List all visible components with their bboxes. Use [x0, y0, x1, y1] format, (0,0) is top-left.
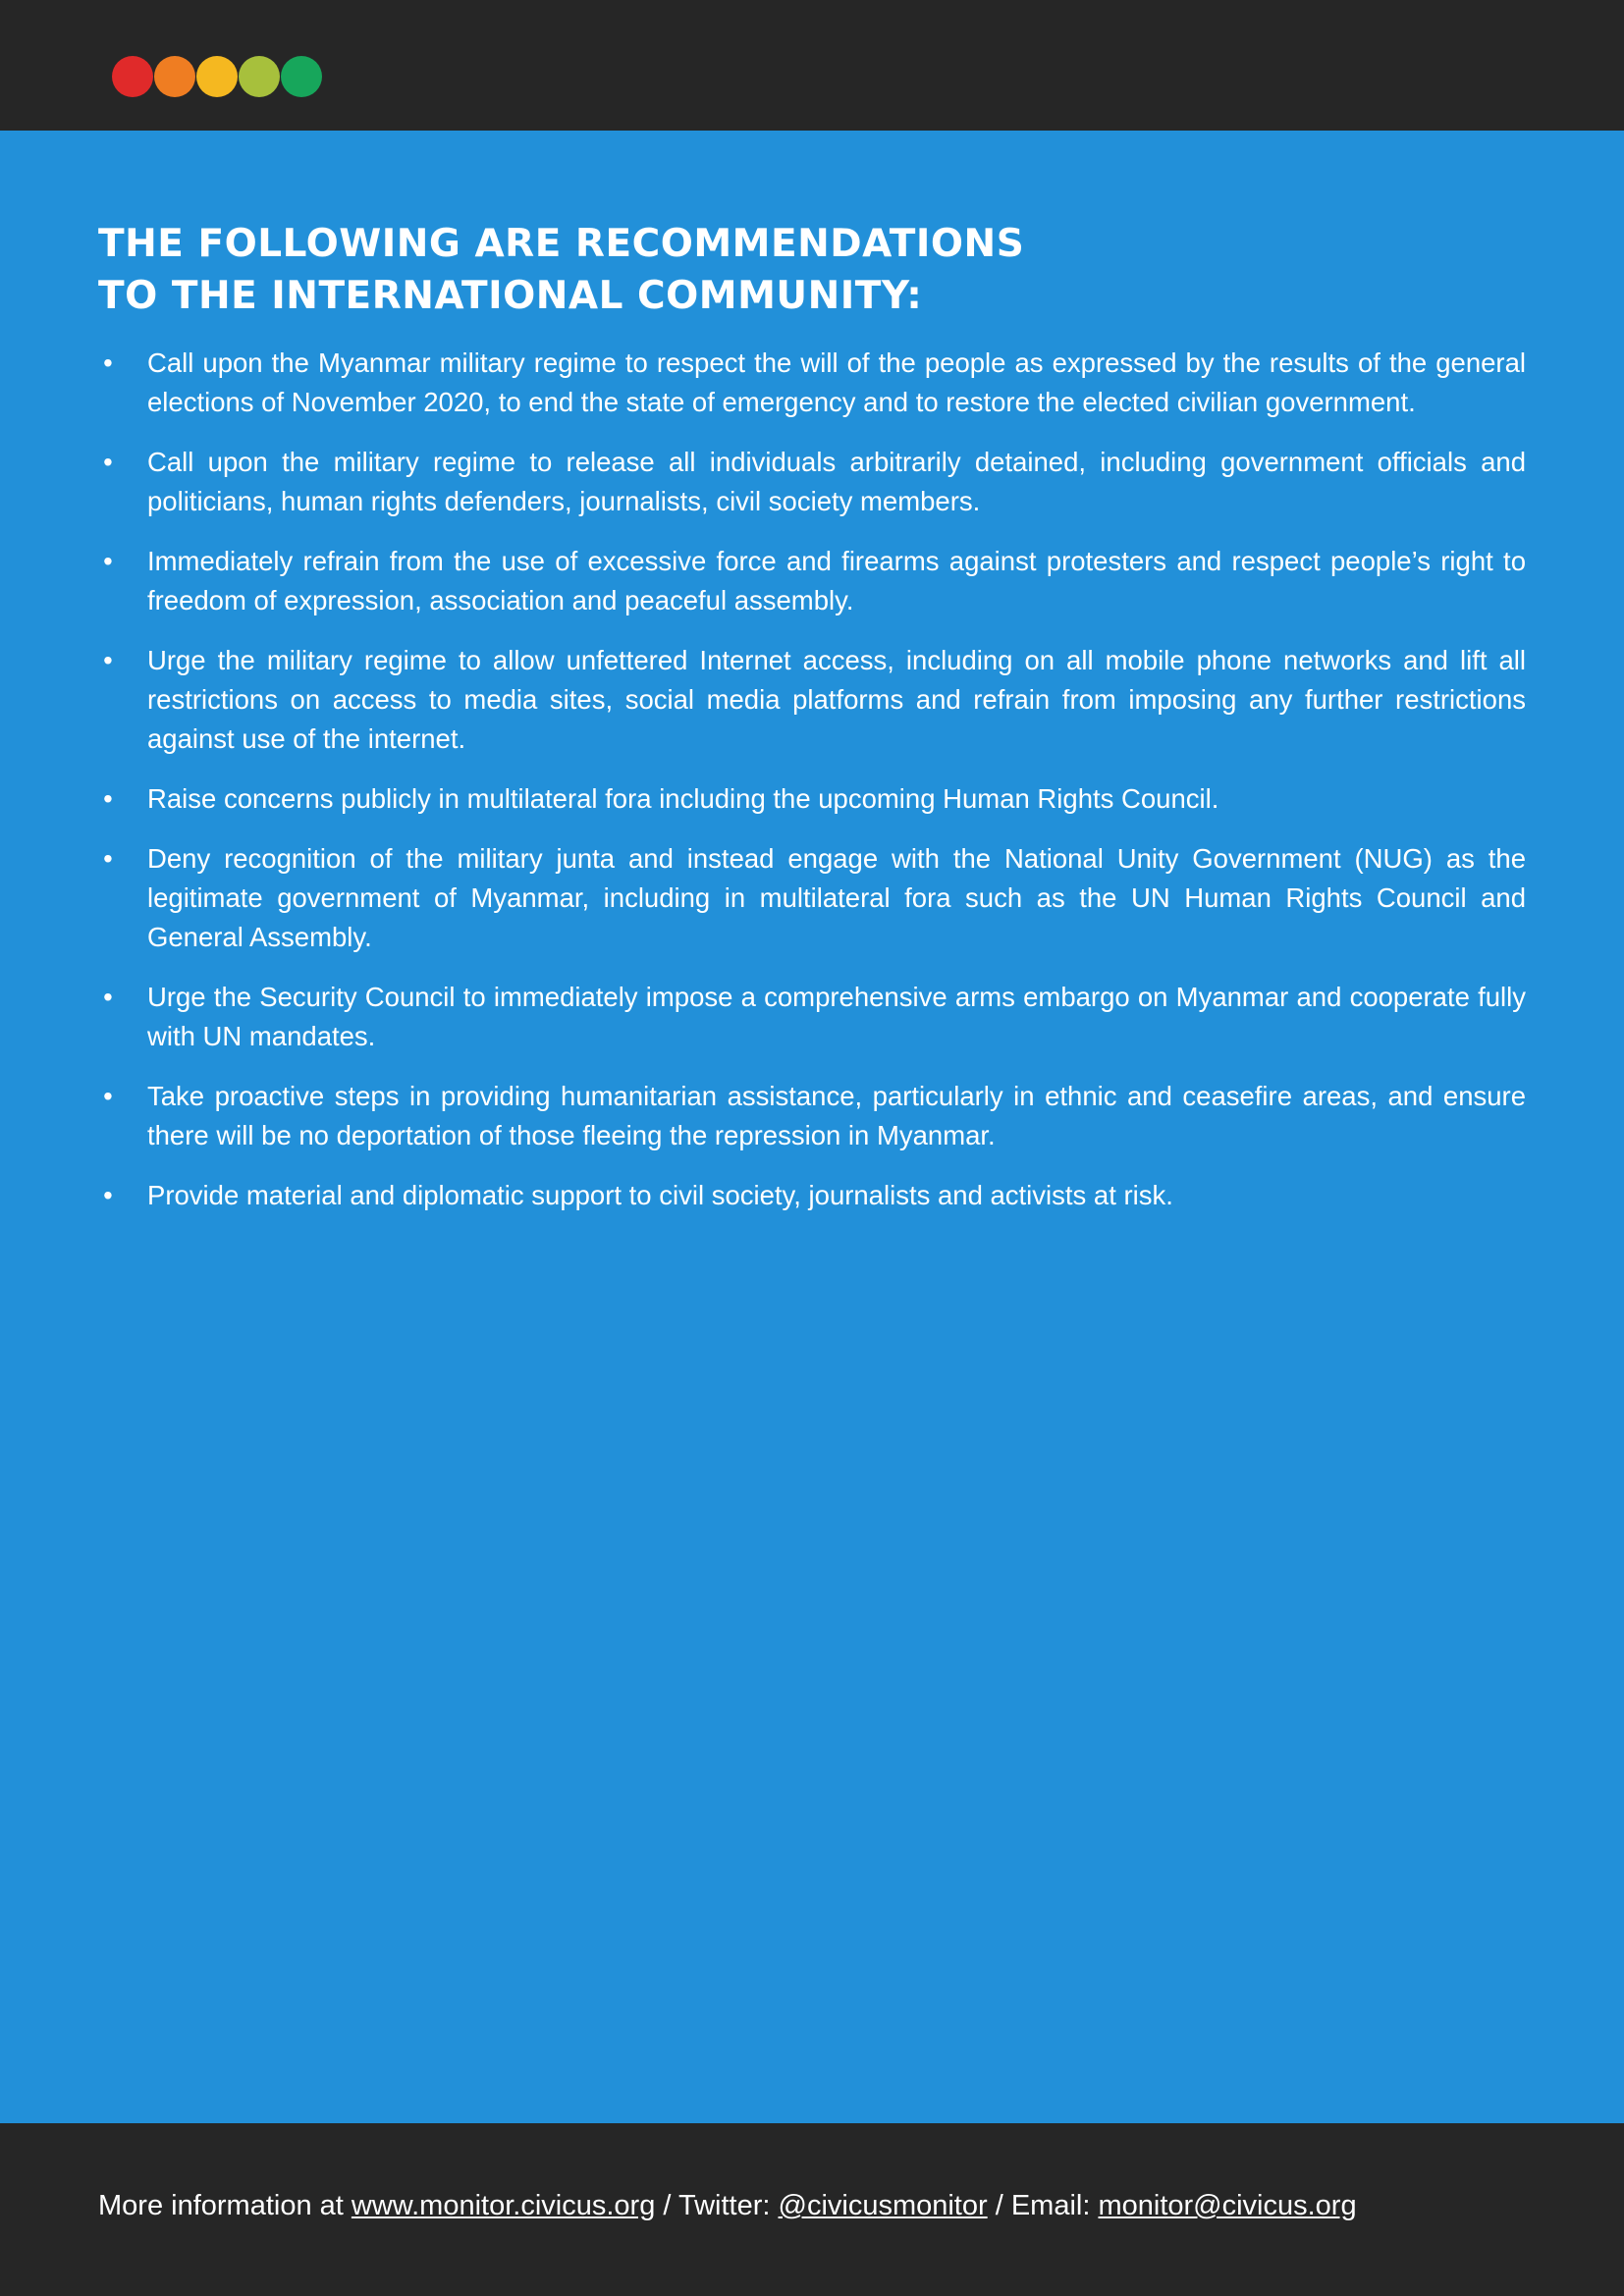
recommendation-text: Urge the Security Council to immediately impose a comprehensive arms embargo on Myanmar and cooperate fully with UN mandates. [147, 982, 1526, 1051]
bullet-icon: • [103, 645, 113, 675]
list-item [98, 443, 1526, 521]
list-item [98, 978, 1526, 1056]
twitter-label: / Twitter: [655, 2190, 779, 2221]
bullet-icon: • [103, 843, 113, 874]
yellow-dot-icon [196, 56, 238, 97]
bullet-icon: • [103, 982, 113, 1012]
email-link[interactable]: monitor@civicus.org [1098, 2190, 1357, 2221]
recommendation-text: Call upon the Myanmar military regime to respect the will of the people as expressed by the results of the general elections of November 2020, to end the state of emergency and to restore the elected civilian government. [147, 347, 1526, 417]
list-item [98, 542, 1526, 620]
twitter-link[interactable]: @civicusmonitor [778, 2190, 988, 2221]
website-link[interactable]: www.monitor.civicus.org [351, 2190, 656, 2221]
heading-line-2: TO THE INTERNATIONAL COMMUNITY: [98, 274, 923, 318]
recommendation-text: Urge the military regime to allow unfettered Internet access, including on all mobile phone networks and lift all restrictions on access to media sites, social media platforms and refrain from imposing any further restrictions against use of the internet. [147, 645, 1526, 754]
list-item [98, 1077, 1526, 1155]
green-dot-icon [281, 56, 322, 97]
orange-dot-icon [154, 56, 195, 97]
bullet-icon: • [103, 1180, 113, 1210]
recommendation-text: Provide material and diplomatic support to civil society, journalists and activists at risk. [147, 1180, 1173, 1210]
recommendation-text: Take proactive steps in providing humanitarian assistance, particularly in ethnic and ceasefire areas, and ensure there will be no deportation of those fleeing the repression in Myanmar. [147, 1081, 1526, 1150]
top-bar [0, 0, 1624, 131]
list-item [98, 344, 1526, 422]
list-item [98, 839, 1526, 957]
bullet-icon: • [103, 447, 113, 477]
recommendation-text: Call upon the military regime to release all individuals arbitrarily detained, including government officials and politicians, human rights defenders, journalists, civil society members. [147, 447, 1526, 516]
bullet-icon: • [103, 546, 113, 576]
recommendation-text: Raise concerns publicly in multilateral fora including the upcoming Human Rights Council. [147, 783, 1219, 814]
section-heading [98, 218, 1526, 322]
recommendation-text: Deny recognition of the military junta and instead engage with the National Unity Government (NUG) as the legitimate government of Myanmar, including in multilateral fora such as the UN Human Rights Council and General Assembly. [147, 843, 1526, 952]
lime-dot-icon [239, 56, 280, 97]
list-item [98, 641, 1526, 759]
list-item [98, 779, 1526, 819]
email-label: / Email: [987, 2190, 1099, 2221]
footer-info [98, 2186, 1357, 2225]
logo-dots [112, 56, 322, 97]
recommendations-section [98, 218, 1526, 1236]
bullet-icon: • [103, 1081, 113, 1111]
footer-bar [0, 2123, 1624, 2296]
red-dot-icon [112, 56, 153, 97]
heading-line-1: THE FOLLOWING ARE RECOMMENDATIONS [98, 222, 1025, 266]
recommendation-text: Immediately refrain from the use of excessive force and firearms against protesters and respect people’s right to freedom of expression, association and peaceful assembly. [147, 546, 1526, 615]
list-item [98, 1176, 1526, 1215]
footer-prefix: More information at [98, 2190, 352, 2221]
bullet-icon: • [103, 347, 113, 378]
recommendation-list [98, 344, 1526, 1215]
bullet-icon: • [103, 783, 113, 814]
